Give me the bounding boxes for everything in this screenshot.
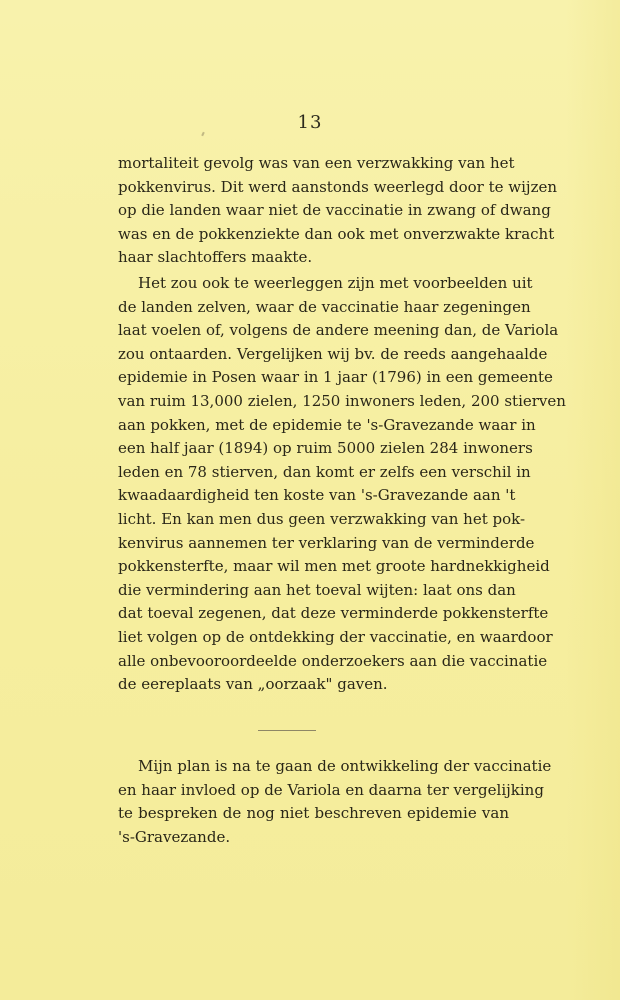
- paragraph-line: te bespreken de nog niet beschreven epidemie van: [118, 804, 509, 823]
- paragraph-line: die vermindering aan het toeval wijten: laat ons dan: [118, 580, 516, 599]
- paragraph-line: 's-Gravezande.: [118, 827, 231, 846]
- paragraph-line: mortaliteit gevolg was van een verzwakking van het: [118, 154, 515, 172]
- paragraph-line: zou ontaarden. Vergelijken wij bv. de reeds aangehaalde: [118, 344, 548, 363]
- paragraph-line: en haar invloed op de Variola en daarna ter vergelijking: [118, 780, 544, 799]
- page-number: 13: [297, 112, 323, 133]
- paragraph-line: een half jaar (1894) op ruim 5000 zielen 284 inwoners: [118, 439, 533, 458]
- paragraph-line: licht. En kan men dus geen verzwakking van het pok-: [118, 509, 526, 528]
- paper-speck: [201, 132, 205, 136]
- paragraph-line: alle onbevooroordeelde onderzoekers aan die vaccinatie: [118, 651, 548, 670]
- paragraph-three: [118, 755, 552, 849]
- paragraph-line: de landen zelven, waar de vaccinatie haar zegeningen: [118, 297, 531, 316]
- paragraph-line: was en de pokkenziekte dan ook met onverzwakte kracht: [118, 224, 555, 243]
- paragraph-two: [118, 272, 566, 697]
- paragraph-line: laat voelen of, volgens de andere meening dan, de Variola: [118, 321, 559, 340]
- paragraph-line: Het zou ook te weerleggen zijn met voorbeelden uit: [138, 274, 533, 292]
- paragraph-line: dat toeval zegenen, dat deze verminderde pokkensterfte: [118, 604, 549, 623]
- paragraph-line: Mijn plan is na te gaan de ontwikkeling der vaccinatie: [138, 757, 552, 775]
- paragraph-line: epidemie in Posen waar in 1 jaar (1796) in een gemeente: [118, 368, 553, 387]
- section-divider: [258, 730, 316, 731]
- paragraph-one: [118, 152, 558, 270]
- paragraph-line: pokkensterfte, maar wil men met groote hardnekkigheid: [118, 557, 550, 576]
- paragraph-line: aan pokken, met de epidemie te 's-Gravezande waar in: [118, 415, 536, 434]
- paragraph-line: op die landen waar niet de vaccinatie in zwang of dwang: [118, 201, 551, 220]
- page-edge-shading: [566, 0, 620, 1000]
- paragraph-line: van ruim 13,000 zielen, 1250 inwoners leden, 200 stierven: [118, 391, 566, 410]
- paragraph-line: kwaadaardigheid ten koste van 's-Gravezande aan 't: [118, 486, 516, 505]
- paragraph-line: leden en 78 stierven, dan komt er zelfs een verschil in: [118, 462, 531, 481]
- paragraph-line: haar slachtoffers maakte.: [118, 248, 313, 267]
- paragraph-line: de eereplaats van „oorzaak" gaven.: [118, 675, 388, 694]
- paragraph-line: kenvirus aannemen ter verklaring van de verminderde: [118, 533, 535, 552]
- paragraph-line: pokkenvirus. Dit werd aanstonds weerlegd door te wijzen: [118, 177, 558, 196]
- paragraph-line: liet volgen op de ontdekking der vaccinatie, en waardoor: [118, 627, 553, 646]
